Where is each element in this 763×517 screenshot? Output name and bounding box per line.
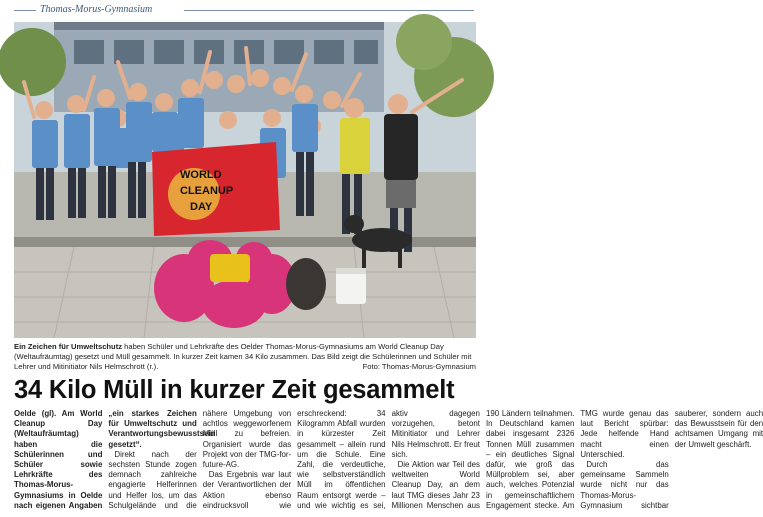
article-paragraph: Durch das gemeinsame Sammeln wurde nicht nur das Thomas-Morus-Gymnasium sichtbar sauberer, sondern auch das Bewusstsein für den achtsamen Umgang mit der Umwelt geschärft. xyxy=(580,409,763,510)
photo-caption xyxy=(14,342,476,372)
caption-text: haben Schüler und Lehrkräfte des Oelder Thomas-Morus-Gymnasiums am World Cleanup Day (Weltaufräumtag) gesetzt und Müll gesammelt. In kurzer Zeit kamen 34 Kilo zusammen. Das Bild zeigt die Schülerinnen und Schüler mit Lehrer und Mitinitiator Nils Helmschrott (r.). xyxy=(14,342,472,371)
caption-lead: Ein Zeichen für Umweltschutz xyxy=(14,342,123,351)
banner xyxy=(152,142,280,236)
banner-line3: DAY xyxy=(190,201,213,213)
article-lead: Oelde (gl). Am World Cleanup Day (Weltaufräumtag) haben die Schülerinnen und Schüler sowie Lehrkräfte des Thomas-Morus-Gymnasiums in Oelde nach eigenen Angaben „ein starkes Zeichen für Umweltschutz und Verantwortungsbewusstsein gesetzt“. xyxy=(14,409,216,510)
banner-line2: CLEANUP xyxy=(180,185,234,197)
banner-line1: WORLD xyxy=(180,169,222,181)
header-rule-left xyxy=(14,10,36,11)
article-body xyxy=(14,409,763,513)
section-header xyxy=(14,4,474,18)
section-title: Thomas-Morus-Gymnasium xyxy=(40,4,153,15)
article-photo xyxy=(14,22,476,338)
header-rule-right xyxy=(184,10,474,11)
article-paragraph: Die Aktion war Teil des weltweiten World Cleanup Day, an dem laut TMG dieses Jahr 23 Millionen Menschen aus 190 Ländern teilnahmen. In Deutschland kamen dabei insgesamt 2326 Tonnen Müll zusammen – ein deutliches Signal dafür, wie groß das Müllproblem sei, aber auch, welches Potenzial in gemeinschaftlichem Engagement stecke. Am TMG wurde genau das laut Bericht spürbar: Jede helfende Hand macht einen Unterschied. xyxy=(391,409,669,510)
article-headline: 34 Kilo Müll in kurzer Zeit gesammelt xyxy=(14,376,455,404)
photo-credit: Foto: Thomas-Morus-Gymnasium xyxy=(362,362,476,371)
article-paragraph: Direkt nach der sechsten Stunde zogen demnach zahlreiche engagierte Helferinnen und Helfer los, um das Schulgelände und die nähere Umgebung von achtlos weggeworfenem Müll zu befreien. Organisiert wurde das Projekt von der TMG-for-future-AG. xyxy=(108,409,292,510)
article-paragraph: Das Ergebnis war laut der Verantwortlichen der Aktion ebenso eindrucksvoll wie erschreckend: 34 Kilogramm Abfall wurden in kürzester Zeit gesammelt – allein rund um die Schule. Eine Zahl, die verdeutliche, wie selbstverständlich Müll im öffentlichen Raum entsorgt werde – und wie wichtig es sei, aktiv dagegen vorzugehen, betont Mitinitiator und Lehrer Nils Helmschrott. Er freut sich. xyxy=(202,409,480,510)
group-photo-illustration xyxy=(14,22,476,338)
